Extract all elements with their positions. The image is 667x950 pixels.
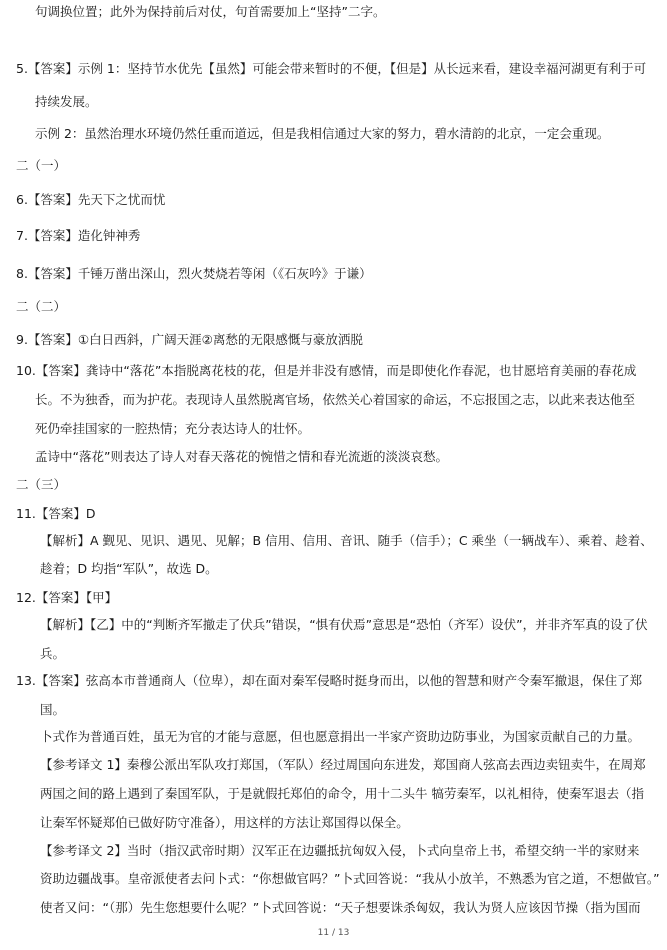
answer-13: 13.【答案】弦高本市普通商人（位卑），却在面对秦军侵略时挺身而出，以他的智慧和财产令秦军撤退，保住了郑 — [16, 673, 643, 688]
text-line: 趁着；D 均指“军队”，故选 D。 — [40, 561, 218, 576]
page-number: 11 / 13 — [317, 928, 350, 938]
text-line: 孟诗中“落花”则表达了诗人对春天落花的惋惜之情和春光流逝的淡淡哀愁。 — [35, 449, 448, 464]
text-line: 死仍牵挂国家的一腔热情；充分表达诗人的壮怀。 — [35, 421, 311, 436]
text-line: 示例 2：虽然治理水环境仍然任重而道远，但是我相信通过大家的努力，碧水清韵的北京，一定会重现。 — [35, 126, 610, 141]
section-heading: 二（二） — [16, 299, 67, 314]
translation-2: 【参考译文 2】当时（指汉武帝时期）汉军正在边疆抵抗匈奴入侵，卜式向皇帝上书，希望交纳一半的家财来 — [40, 843, 640, 858]
section-heading: 二（三） — [16, 477, 67, 492]
analysis-11: 【解析】A 觐见、见识、遇见、见解；B 信用、信用、音讯、随手（信手）；C 乘坐（一辆战车）、乘着、趁着、 — [40, 533, 653, 548]
answer-6: 6.【答案】先天下之忧而忧 — [16, 192, 166, 207]
text-line: 持续发展。 — [35, 94, 98, 109]
text-line: 卜式作为普通百姓，虽无为官的才能与意愿，但也愿意捐出一半家产资助边防事业，为国家贡献自己的力量。 — [40, 729, 641, 744]
answer-12: 12.【答案】【甲】 — [16, 590, 118, 605]
text-line: 兵。 — [40, 646, 66, 661]
answer-7: 7.【答案】造化钟神秀 — [16, 228, 141, 243]
answer-9: 9.【答案】①白日西斜，广阔天涯②离愁的无限感慨与豪放洒脱 — [16, 332, 363, 347]
answer-11: 11.【答案】D — [16, 506, 96, 521]
analysis-12: 【解析】【乙】中的“判断齐军撤走了伏兵”错误，“惧有伏焉”意思是“恐怕（齐军）设伏”，并非齐军真的设了伏 — [40, 617, 648, 632]
answer-5: 5.【答案】示例 1：坚持节水优先【虽然】可能会带来暂时的不便，【但是】从长远来看，建设幸福河湖更有利于可 — [16, 61, 647, 76]
answer-8: 8.【答案】千锤万凿出深山，烈火焚烧若等闲（《石灰吟》于谦） — [16, 266, 372, 281]
text-line: 让秦军怀疑郑伯已做好防守准备），用这样的方法让郑国得以保全。 — [40, 815, 409, 830]
text-line: 资助边疆战事。皇帝派使者去问卜式：“你想做官吗？”卜式回答说：“我从小放羊，不熟悉为官之道，不想做官。” — [40, 871, 660, 886]
text-line: 国。 — [40, 702, 66, 717]
text-line: 使者又问：“（那）先生您想要什么呢？”卜式回答说：“天子想要诛杀匈奴，我认为贤人应该因节操（指为国而 — [40, 900, 641, 915]
translation-1: 【参考译文 1】秦穆公派出军队攻打郑国，（军队）经过周国向东进发，郑国商人弦高去西边卖钮卖牛，在周郑 — [40, 757, 646, 772]
answer-10: 10.【答案】龚诗中“落花”本指脱离花枝的花，但是并非没有感情，而是即使化作春泥，也甘愿培育美丽的春花成 — [16, 363, 637, 378]
section-heading: 二（一） — [16, 158, 67, 173]
text-line: 长。不为独香，而为护花。表现诗人虽然脱离官场，依然关心着国家的命运，不忘报国之志，以此来表达他至 — [35, 392, 636, 407]
text-line: 两国之间的路上遇到了秦国军队，于是就假托郑伯的命令，用十二头牛 犒劳秦军，以礼相待，使秦军退去（指 — [40, 786, 644, 801]
text-line: 句调换位置；此外为保持前后对仗，句首需要加上“坚持”二字。 — [35, 4, 386, 19]
